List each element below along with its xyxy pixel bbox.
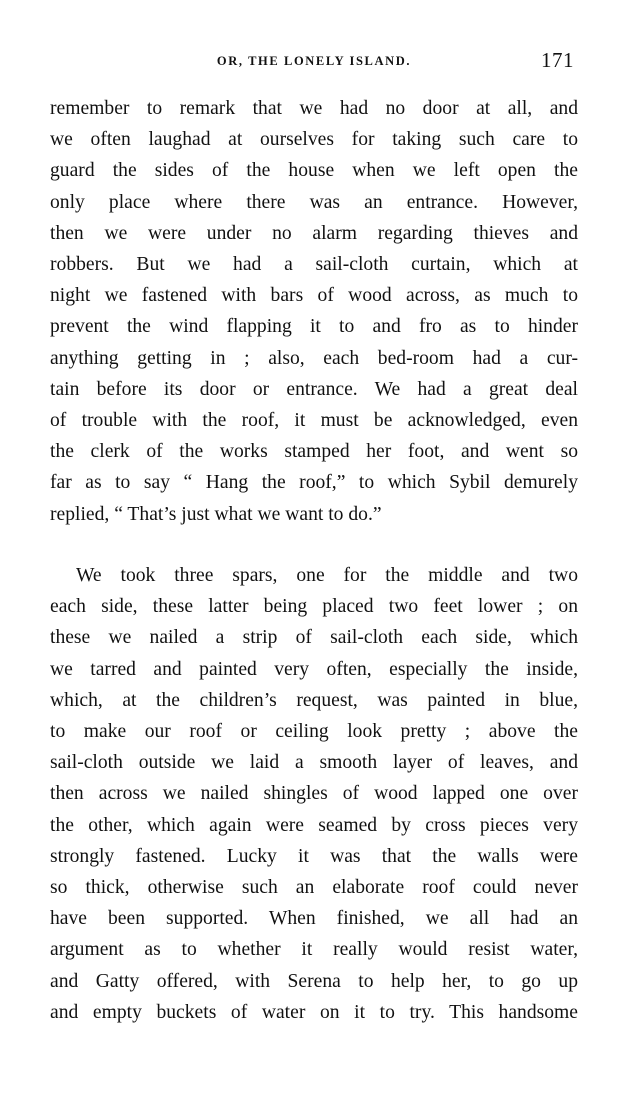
text-line: each side, these latter being placed two feet lower ; on (50, 596, 578, 618)
text-line: night we fastened with bars of wood across, as much to (50, 285, 578, 307)
text-line: then across we nailed shingles of wood lapped one over (50, 783, 578, 805)
text-line: argument as to whether it really would resist water, (50, 939, 578, 961)
running-title: OR, THE LONELY ISLAND. (216, 54, 412, 68)
text-line: of trouble with the roof, it must be acknowledged, even (50, 410, 578, 432)
text-line: tain before its door or entrance. We had a great deal (50, 378, 578, 400)
text-line: far as to say “ Hang the roof,” to which Sybil demurely (50, 472, 578, 494)
text-line: we tarred and painted very often, especially the inside, (50, 658, 578, 680)
text-line: only place where there was an entrance. However, (50, 191, 578, 213)
text-line: prevent the wind flapping it to and fro as to hinder (50, 316, 578, 338)
text-line: replied, “ That’s just what we want to do.” (50, 503, 382, 525)
text-line: so thick, otherwise such an elaborate roof could never (50, 877, 578, 899)
text-line: to make our roof or ceiling look pretty ; above the (50, 721, 578, 743)
text-line: We took three spars, one for the middle and two (76, 565, 578, 586)
text-line: then we were under no alarm regarding thieves and (50, 222, 578, 244)
text-line: robbers. But we had a sail-cloth curtain, which at (50, 254, 578, 276)
text-line: remember to remark that we had no door at all, and (50, 98, 578, 119)
paragraph-1 (50, 93, 578, 530)
text-line: these we nailed a strip of sail-cloth each side, which (50, 627, 578, 649)
text-line: strongly fastened. Lucky it was that the walls were (50, 845, 578, 867)
text-line: the other, which again were seamed by cross pieces very (50, 814, 578, 836)
text-line: guard the sides of the house when we left open the (50, 160, 578, 182)
text-line: anything getting in ; also, each bed-room had a cur- (50, 347, 578, 369)
text-line: and Gatty offered, with Serena to help her, to go up (50, 970, 578, 992)
paragraph-2 (50, 560, 578, 1028)
text-line: have been supported. When finished, we all had an (50, 908, 578, 930)
page-number: 171 (541, 48, 574, 72)
text-line: and empty buckets of water on it to try. This handsome (50, 1001, 578, 1023)
text-line: the clerk of the works stamped her foot, and went so (50, 441, 578, 463)
text-line: we often laughad at ourselves for taking such care to (50, 129, 578, 151)
text-line: sail-cloth outside we laid a smooth layer of leaves, and (50, 752, 578, 774)
running-head (50, 48, 578, 76)
text-line: which, at the children’s request, was painted in blue, (50, 689, 578, 711)
